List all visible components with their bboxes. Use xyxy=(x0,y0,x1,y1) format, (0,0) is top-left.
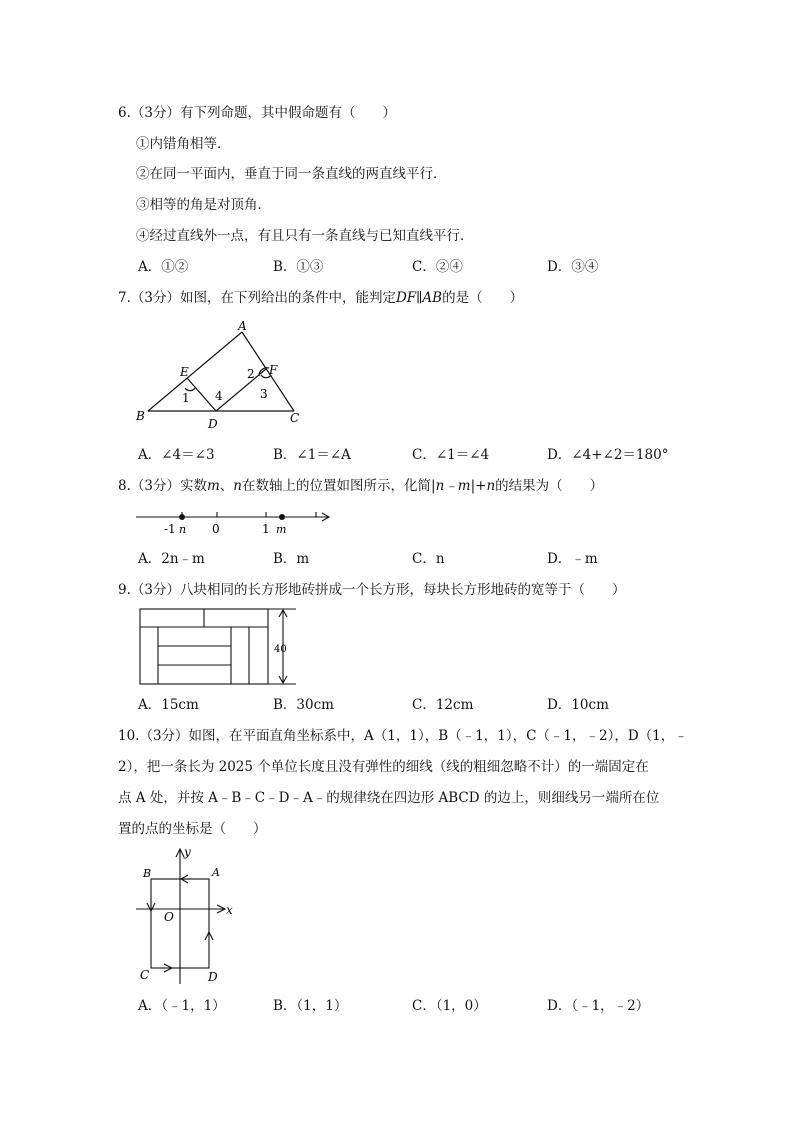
q7-label-e: E xyxy=(180,365,189,379)
q7-label-d: D xyxy=(208,417,218,431)
q7-label-c: C xyxy=(290,411,300,425)
q8-option-d[interactable]: D．﹣m xyxy=(547,551,598,567)
q9-option-a[interactable]: A．15cm xyxy=(138,697,199,713)
q6-stem: 6.（3分）有下列命题，其中假命题有（ ） xyxy=(118,105,396,121)
q8-var-n: n xyxy=(233,478,242,494)
q9-tiles-figure xyxy=(138,606,298,688)
q7-label-a: A xyxy=(238,319,247,333)
q7-angle-3: 3 xyxy=(260,387,268,401)
q8-var-n-2: n xyxy=(486,478,496,494)
q7-angle-1: 1 xyxy=(182,391,190,405)
q7-label-b: B xyxy=(136,409,145,423)
q8-option-c[interactable]: C．n xyxy=(412,551,445,567)
q10-label-c: C xyxy=(140,968,150,982)
q8-stem-c: |+ xyxy=(470,478,487,494)
q7-option-b[interactable]: B．∠1＝∠A xyxy=(273,447,351,463)
q7-angle-4: 4 xyxy=(215,389,223,403)
q8-label-n: n xyxy=(179,523,187,536)
q7-option-a[interactable]: A．∠4＝∠3 xyxy=(138,447,215,463)
q6-option-b[interactable]: B．①③ xyxy=(273,259,324,275)
q9-option-c[interactable]: C．12cm xyxy=(412,697,474,713)
q7-option-d[interactable]: D．∠4+∠2＝180° xyxy=(547,447,669,463)
q8-number-line xyxy=(134,507,336,537)
q10-stem-line-1: 10.（3分）如图，在平面直角坐标系中，A（1，1），B（﹣1，1），C（﹣1，﹣2），D（1，﹣ xyxy=(118,728,688,744)
q7-stem-relation: DF∥AB xyxy=(395,290,443,306)
q8-expr: n﹣m xyxy=(435,478,471,494)
q6-option-d[interactable]: D．③④ xyxy=(547,259,599,275)
q8-label-neg1: -1 xyxy=(164,522,176,536)
q7-stem-c: 的是（ ） xyxy=(442,290,524,306)
q8-stem-b: 在数轴上的位置如图所示，化简| xyxy=(242,478,436,494)
q10-label-y: y xyxy=(184,845,191,859)
q8-stem-a: 8.（3分）实数 xyxy=(118,478,207,494)
q10-label-o: O xyxy=(164,910,174,924)
q8-sep: 、 xyxy=(219,478,234,494)
q10-label-x: x xyxy=(226,903,233,917)
q8-option-b[interactable]: B．m xyxy=(273,551,310,567)
q10-stem-line-2: 2），把一条长为 2025 个单位长度且没有弹性的细线（线的粗细忽略不计）的一端固定在 xyxy=(118,759,649,775)
q7-label-f: F xyxy=(269,363,278,377)
q8-label-m: m xyxy=(276,523,287,536)
q8-option-a[interactable]: A．2n﹣m xyxy=(138,551,205,567)
q6-item-1: ①内错角相等． xyxy=(136,136,231,152)
q8-stem xyxy=(118,477,603,495)
q7-option-c[interactable]: C．∠1＝∠4 xyxy=(412,447,490,463)
q10-option-d[interactable]: D．（﹣1，﹣2） xyxy=(547,998,650,1014)
q9-option-d[interactable]: D．10cm xyxy=(547,697,609,713)
q8-label-zero: 0 xyxy=(212,522,220,536)
q10-option-a[interactable]: A．（﹣1，1） xyxy=(138,998,226,1014)
q10-option-c[interactable]: C．（1，0） xyxy=(412,998,487,1014)
q10-option-b[interactable]: B．（1，1） xyxy=(273,998,348,1014)
q10-stem-line-3: 点 A 处，并按 A﹣B﹣C﹣D﹣A﹣的规律绕在四边形 ABCD 的边上，则细线另一端所在位 xyxy=(118,790,660,806)
q6-option-c[interactable]: C．②④ xyxy=(412,259,463,275)
q10-label-a: A xyxy=(212,866,220,879)
q8-label-one: 1 xyxy=(262,522,270,536)
q6-item-3: ③相等的角是对顶角． xyxy=(136,197,271,213)
q7-stem-a: 7.（3分）如图，在下列给出的条件中，能判定 xyxy=(118,290,396,306)
q7-stem xyxy=(118,289,523,307)
q7-triangle-figure xyxy=(130,316,310,432)
q6-item-2: ②在同一平面内，垂直于同一条直线的两直线平行． xyxy=(136,166,447,182)
q10-stem-line-4: 置的点的坐标是（ ） xyxy=(118,821,267,837)
q9-dimension: 40 xyxy=(274,644,287,655)
q10-label-b: B xyxy=(143,867,152,880)
q8-point-m xyxy=(279,514,285,520)
q8-point-n xyxy=(179,514,185,520)
q10-coordinate-figure xyxy=(132,844,242,988)
q6-item-4: ④经过直线外一点，有且只有一条直线与已知直线平行． xyxy=(136,228,474,244)
q8-var-m: m xyxy=(206,478,220,494)
q7-angle-2: 2 xyxy=(247,367,255,381)
q8-stem-d: 的结果为（ ） xyxy=(495,478,604,494)
q10-label-d: D xyxy=(208,970,218,984)
q9-option-b[interactable]: B．30cm xyxy=(273,697,334,713)
q9-stem: 9.（3分）八块相同的长方形地砖拼成一个长方形，每块长方形地砖的宽等于（ ） xyxy=(118,582,626,598)
q6-option-a[interactable]: A．①② xyxy=(138,259,189,275)
